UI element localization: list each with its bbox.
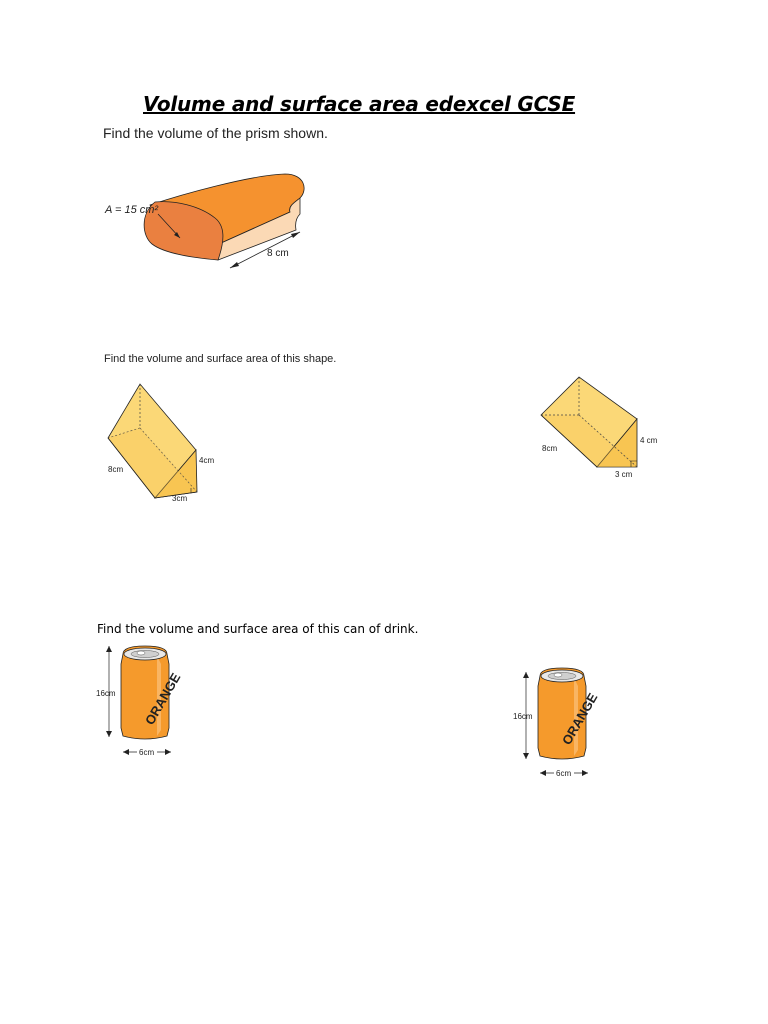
can-label-text: ORANGE: [141, 670, 184, 728]
prism-base-label: 3cm: [172, 494, 188, 503]
prism-length-label: 8cm: [108, 465, 124, 474]
question-3-text: Find the volume and surface area of this can of drink.: [97, 622, 419, 636]
prism-copy-base-label: 3 cm: [615, 470, 633, 479]
prism-copy-length-label: 8cm: [542, 444, 558, 453]
drink-can-figure: [95, 642, 185, 762]
can-copy-height-label: 16cm: [513, 712, 533, 721]
length-label: 8 cm: [267, 248, 289, 259]
triangular-prism-figure: [100, 380, 240, 510]
question-1-text: Find the volume of the prism shown.: [103, 125, 328, 141]
area-label: A = 15 cm²: [105, 204, 159, 216]
prism-height-label: 4cm: [199, 456, 215, 465]
can-copy-width-label: 6cm: [556, 769, 572, 778]
curved-prism-figure: [100, 170, 330, 280]
can-copy-label-text: ORANGE: [558, 690, 601, 748]
question-2-text: Find the volume and surface area of this shape.: [104, 353, 337, 365]
prism-copy-height-label: 4 cm: [640, 436, 658, 445]
can-width-label: 6cm: [139, 748, 155, 757]
triangular-prism-copy-figure: [535, 375, 675, 485]
can-height-label: 16cm: [96, 689, 116, 698]
page-title: Volume and surface area edexcel GCSE: [143, 92, 576, 116]
drink-can-copy-figure: [512, 662, 602, 782]
